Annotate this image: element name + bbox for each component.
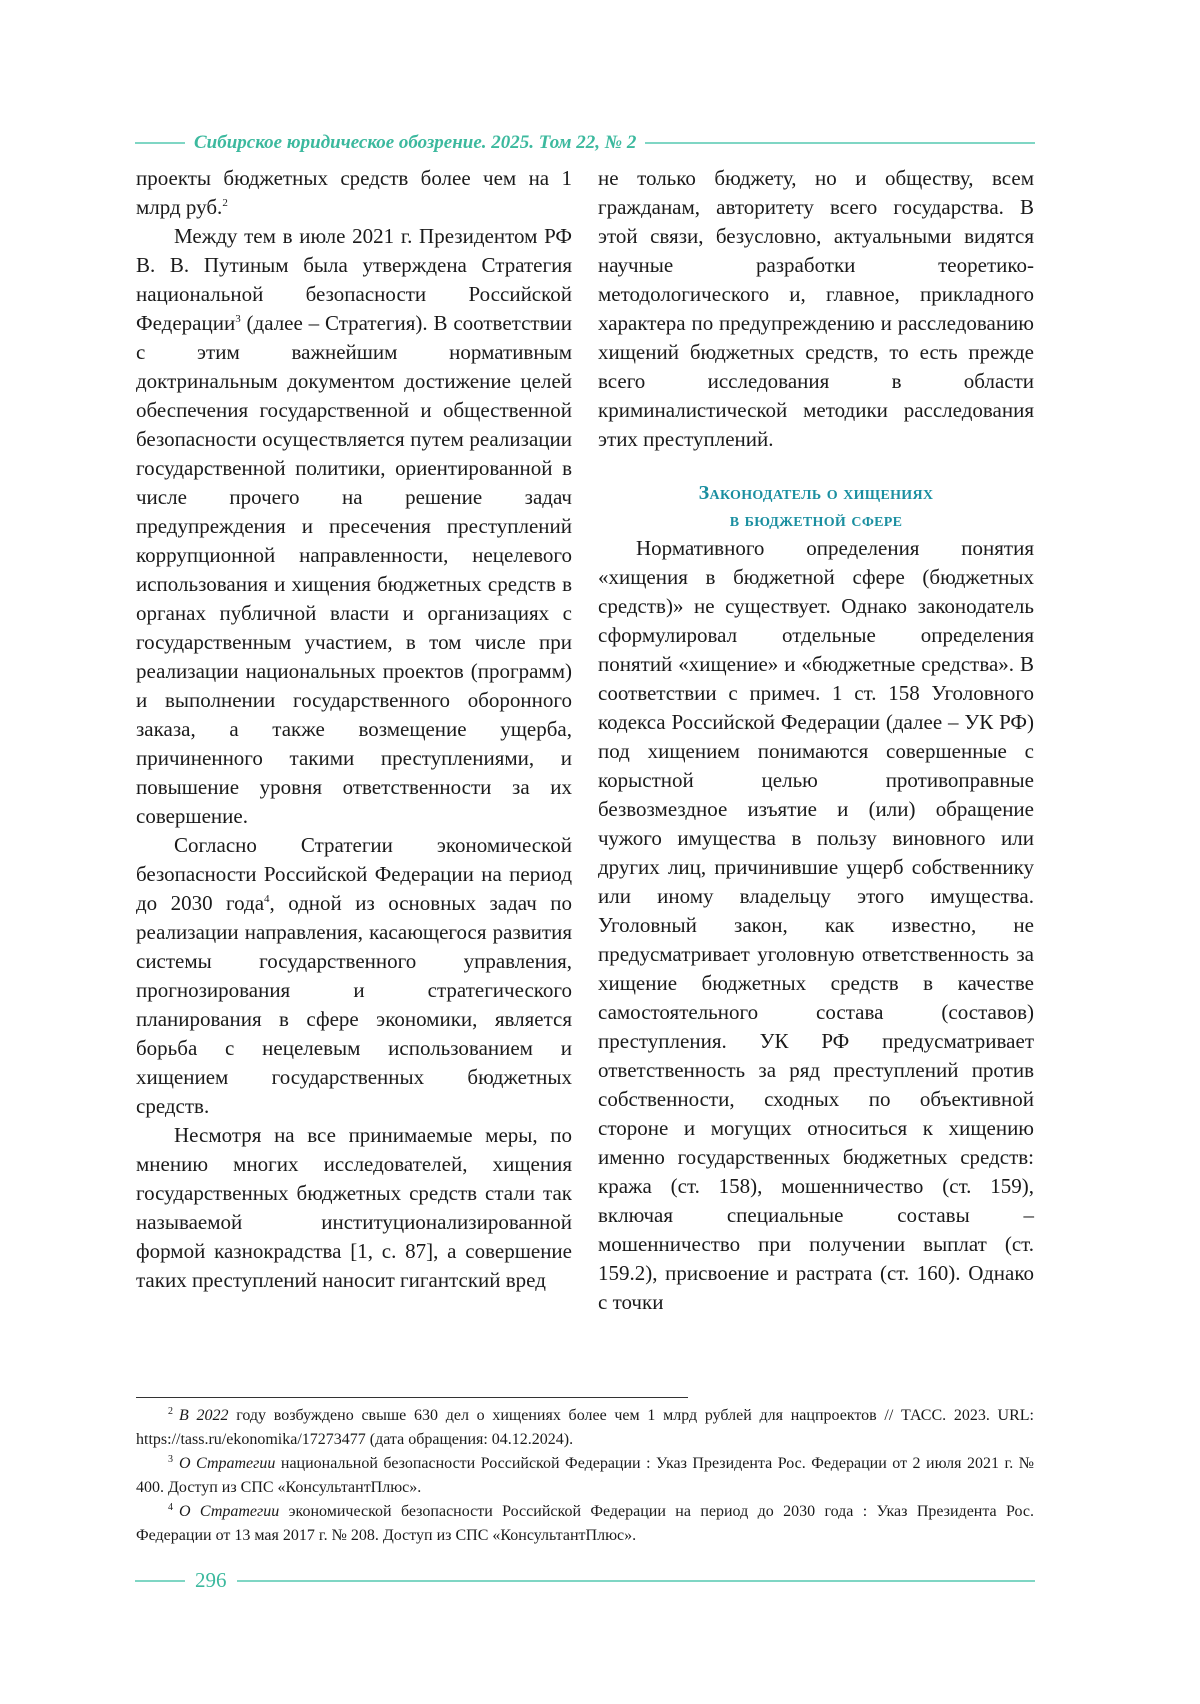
- paragraph: не только бюджету, но и обществу, всем гражданам, авторитету всего государства. В этой связи, безусловно, актуальными видятся научные разработки теоретико-методологического и, главное, прикладного характера по предупреждению и расследованию хищений бюджетных средств, то есть прежде всего исследования в области криминалистической методики расследования этих преступлений.: [598, 166, 1034, 451]
- section-heading-line: Законодатель о хищениях: [698, 482, 934, 504]
- footnote-text: национальной безопасности Российской Федерации : Указ Президента Рос. Федерации от 2 июля 2021 г. № 400. Доступ из СПС «КонсультантПлюс».: [136, 1455, 1035, 1496]
- footnote-ref[interactable]: 2: [222, 197, 228, 209]
- footnote-italic: О Стратегии: [179, 1503, 280, 1520]
- page-number: 296: [195, 1568, 227, 1592]
- left-column: [136, 164, 572, 1295]
- running-header: [135, 132, 1035, 154]
- footnote-number: 4: [168, 1501, 173, 1513]
- paragraph: [136, 831, 572, 1121]
- footnote: [136, 1500, 1034, 1548]
- footnote-number: 3: [168, 1453, 173, 1465]
- footnote-divider: [136, 1397, 688, 1398]
- page-footer: [135, 1568, 1035, 1593]
- footnote-ref[interactable]: 4: [264, 893, 270, 905]
- paragraph: [136, 164, 572, 222]
- header-rule-left: [135, 142, 185, 144]
- footnote-ref[interactable]: 3: [235, 313, 241, 325]
- footnote-number: 2: [168, 1405, 173, 1417]
- footer-rule-left: [135, 1580, 185, 1582]
- footnote: [136, 1404, 1034, 1452]
- paragraph: [136, 222, 572, 831]
- footnotes: [136, 1404, 1034, 1548]
- section-heading: [598, 480, 1034, 534]
- paragraph-text: Согласно Стратегии экономической безопасности Российской Федерации на период до 2030 года: [136, 833, 572, 915]
- paragraph-text: Между тем в июле 2021 г. Президентом РФ В. В. Путиным была утверждена Стратегия национальной безопасности Российской Федерации: [136, 224, 572, 335]
- footnote-text: экономической безопасности Российской Федерации на период до 2030 года : Указ Президента Рос. Федерации от 13 мая 2017 г. № 208. Доступ из СПС «КонсультантПлюс».: [136, 1503, 1035, 1544]
- footnote-text: году возбуждено свыше 630 дел о хищениях более чем 1 млрд рублей для нацпроектов // ТАСС. 2023. URL: https://tass.ru/ekonomika/17273477 (дата обращения: 04.12.2024).: [136, 1407, 1035, 1448]
- paragraph: Несмотря на все принимаемые меры, по мнению многих исследователей, хищения государственных бюджетных средств стали так называемой институционализированной формой казнокрадства [1, с. 87], а совершение таких преступлений наносит гигантский вред: [136, 1123, 572, 1292]
- footnote: [136, 1452, 1034, 1500]
- journal-title: Сибирское юридическое обозрение. 2025. Том 22, № 2: [194, 132, 637, 153]
- footnote-italic: В 2022: [179, 1407, 229, 1424]
- footer-rule-right: [237, 1580, 1036, 1582]
- right-column: [598, 164, 1034, 1317]
- paragraph-text: проекты бюджетных средств более чем на 1 млрд руб.: [136, 166, 572, 219]
- paragraph-text: (далее – Стратегия). В соответствии с этим важнейшим нормативным доктринальным документом достижение целей обеспечения государственной и общественной безопасности осуществляется путем реализации государственной политики, ориентированной в числе прочего на решение задач предупреждения и пресечения преступлений коррупционной направленности, нецелевого использования и хищения бюджетных средств в органах публичной власти и организациях с государственным участием, в том числе при реализации национальных проектов (программ) и выполнении государственного оборонного заказа, а также возмещение ущерба, причиненного такими преступлениями, и повышение уровня ответственности за их совершение.: [136, 311, 572, 828]
- footnote-italic: О Стратегии: [179, 1455, 276, 1472]
- section-heading-line: в бюджетной сфере: [729, 509, 903, 531]
- header-rule-right: [645, 142, 1035, 144]
- paragraph-text: , одной из основных задач по реализации направления, касающегося развития системы государственного управления, прогнозирования и стратегического планирования в сфере экономики, является борьба с нецелевым использованием и хищением государственных бюджетных средств.: [136, 891, 572, 1118]
- paragraph: Нормативного определения понятия «хищения в бюджетной сфере (бюджетных средств)» не существует. Однако законодатель сформулировал отдельные определения понятий «хищение» и «бюджетные средства». В соответствии с примеч. 1 ст. 158 Уголовного кодекса Российской Федерации (далее – УК РФ) под хищением понимаются совершенные с корыстной целью противоправные безвозмездное изъятие и (или) обращение чужого имущества в пользу виновного или других лиц, причинившие ущерб собственнику или иному владельцу этого имущества. Уголовный закон, как известно, не предусматривает уголовную ответственность за хищение бюджетных средств в качестве самостоятельного состава (составов) преступления. УК РФ предусматривает ответственность за ряд преступлений против собственности, сходных по объективной стороне и могущих относиться к хищению именно государственных бюджетных средств: кража (ст. 158), мошенничество (ст. 159), включая специальные составы – мошенничество при получении выплат (ст. 159.2), присвоение и растрата (ст. 160). Однако с точки: [598, 536, 1034, 1314]
